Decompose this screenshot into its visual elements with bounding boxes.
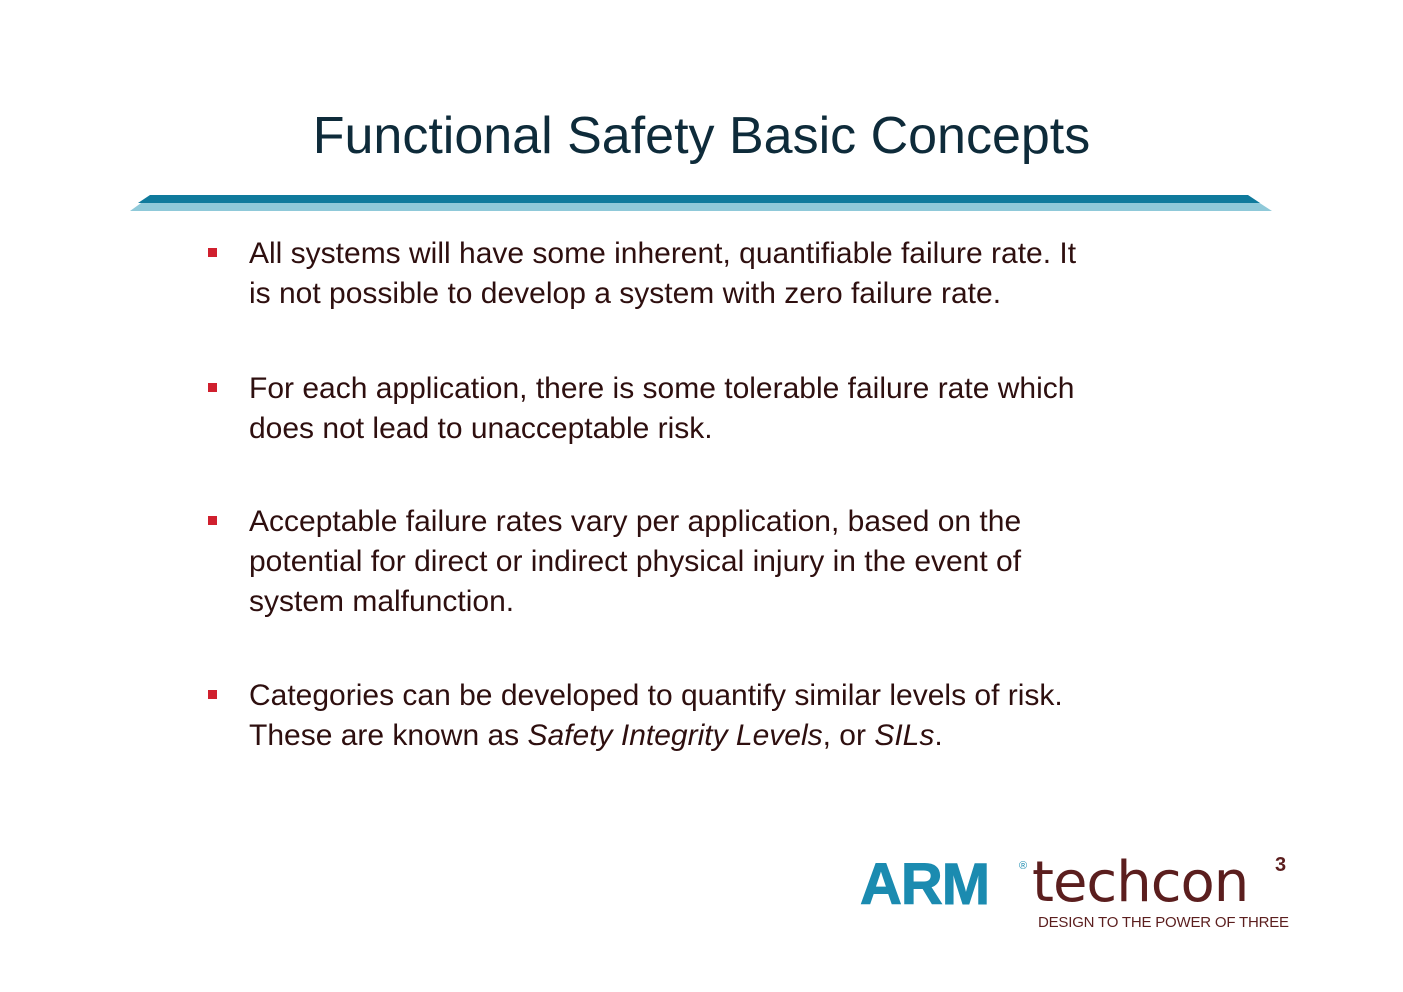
bullet-text bbox=[249, 369, 1199, 449]
title-divider bbox=[130, 194, 1272, 212]
bullet-line: system malfunction. bbox=[249, 585, 515, 618]
bullet-line: For each application, there is some tolerable failure rate which bbox=[249, 372, 1075, 405]
bullet-line-middle: , or bbox=[822, 719, 875, 752]
logo-brand: ARM bbox=[860, 852, 990, 917]
bullet-line-prefix: These are known as bbox=[249, 719, 528, 752]
bullet-line: does not lead to unacceptable risk. bbox=[249, 412, 713, 445]
bullet-text bbox=[249, 676, 1199, 756]
logo-event-name: techcon bbox=[1032, 850, 1249, 915]
bullet-line bbox=[249, 716, 1199, 756]
logo-registered-mark: ® bbox=[1019, 860, 1028, 872]
slide-title: Functional Safety Basic Concepts bbox=[312, 107, 1091, 165]
bullet-square-icon bbox=[208, 383, 217, 392]
arm-techcon-logo bbox=[860, 852, 1292, 938]
bullet-line-suffix: . bbox=[934, 719, 943, 752]
bullet-line: is not possible to develop a system with zero failure rate. bbox=[249, 277, 1002, 310]
bullet-line: Categories can be developed to quantify similar levels of risk. bbox=[249, 679, 1063, 712]
emphasis-acronym: SILs bbox=[874, 719, 935, 752]
bullet-square-icon bbox=[208, 248, 217, 257]
logo-tagline: DESIGN TO THE POWER OF THREE bbox=[1038, 914, 1289, 931]
bullet-line: Acceptable failure rates vary per application, based on the bbox=[249, 505, 1022, 538]
emphasis-term: Safety Integrity Levels bbox=[527, 719, 823, 752]
bullet-text bbox=[249, 234, 1199, 314]
bullet-square-icon bbox=[208, 516, 217, 525]
bullet-line: All systems will have some inherent, quantifiable failure rate. It bbox=[249, 237, 1077, 270]
bullet-line: potential for direct or indirect physical injury in the event of bbox=[249, 545, 1022, 578]
logo-superscript: 3 bbox=[1275, 854, 1287, 876]
bullet-text bbox=[249, 502, 1199, 622]
bullet-square-icon bbox=[208, 690, 217, 699]
